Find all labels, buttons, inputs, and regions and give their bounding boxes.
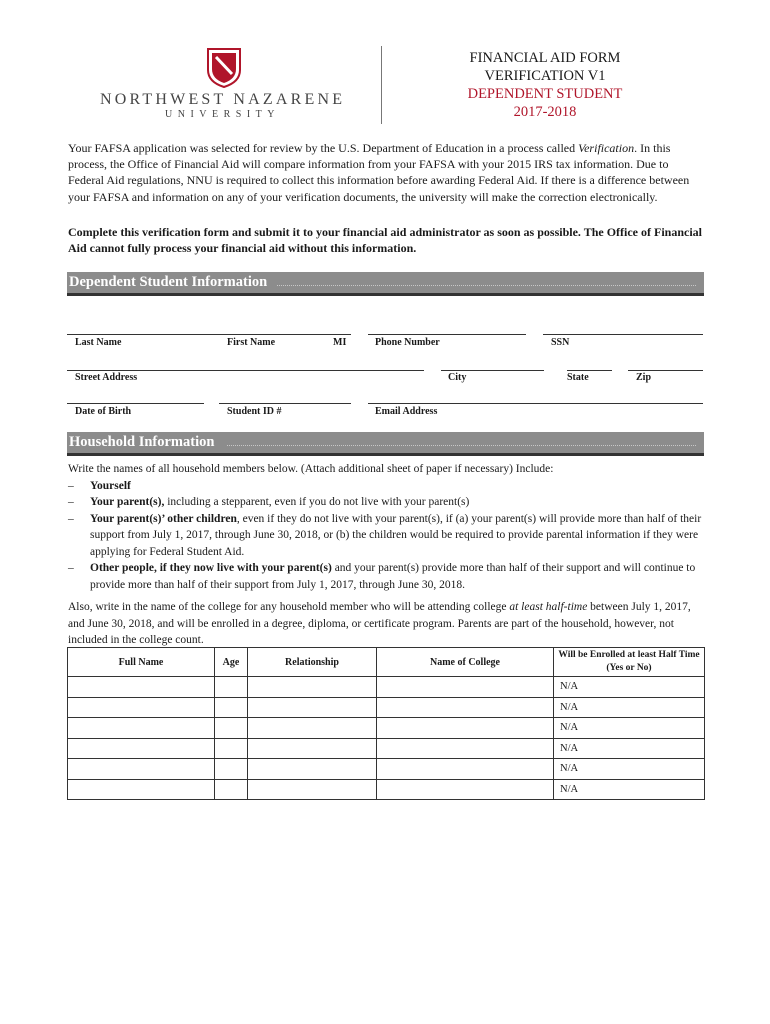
last-name-label: Last Name [75,337,122,348]
section-header-student [67,272,704,296]
age-cell[interactable] [215,697,248,718]
form-title: FINANCIAL AID FORM [469,50,621,66]
full-name-cell[interactable] [68,779,215,800]
dob-label: Date of Birth [75,406,132,417]
enrolled-cell[interactable]: N/A [554,759,705,780]
college-cell[interactable] [377,779,554,800]
household-lead: Write the names of all household members below. (Attach additional sheet of paper if necessary) Include: [68,463,554,475]
table-row [68,677,705,698]
household-table [67,647,705,800]
enrolled-cell[interactable]: N/A [554,738,705,759]
list-item: – Yourself [68,478,704,495]
enrolled-cell[interactable]: N/A [554,779,705,800]
college-cell[interactable] [377,738,554,759]
table-row [68,697,705,718]
mi-label: MI [333,337,347,348]
enrolled-cell[interactable]: N/A [554,718,705,739]
form-year: 2017-2018 [513,104,577,120]
list-item: – Other people, if they now live with your parent(s) and your parent(s) provide more than half of their support and will continue to provide more than half of their support from July 1, 2017, through June 30, 2018. [68,560,704,593]
table-row [68,718,705,739]
zip-label: Zip [636,372,652,383]
zip-line[interactable] [628,370,703,371]
full-name-cell[interactable] [68,759,215,780]
student-id-label: Student ID # [227,406,282,417]
section-title: Dependent Student Information [69,274,268,290]
full-name-cell[interactable] [68,718,215,739]
form-type: DEPENDENT STUDENT [467,86,623,102]
relationship-cell[interactable] [248,738,377,759]
table-header-row [68,648,705,677]
city-label: City [448,372,467,383]
enrolled-cell[interactable]: N/A [554,697,705,718]
household-instructions [68,461,704,649]
table-row [68,779,705,800]
street-label: Street Address [75,372,138,383]
col-header-relationship: Relationship [248,648,377,677]
enrolled-cell[interactable]: N/A [554,677,705,698]
form-version: VERIFICATION V1 [484,68,606,84]
household-list [68,478,704,594]
email-label: Email Address [375,406,438,417]
phone-line[interactable] [368,334,526,335]
col-header-full-name: Full Name [68,648,215,677]
relationship-cell[interactable] [248,779,377,800]
college-note: Also, write in the name of the college for any household member who will be attending college at least half-time between July 1, 2017, and June 30, 2018, and will be enrolled in a degree, diploma, or certificate program. Parents are part of the household, however, not included in the college count. [68,601,691,646]
age-cell[interactable] [215,738,248,759]
table-row [68,759,705,780]
age-cell[interactable] [215,677,248,698]
street-line[interactable] [67,370,424,371]
phone-label: Phone Number [375,337,440,348]
header-divider [381,46,382,124]
section-title: Household Information [69,434,215,450]
col-header-college: Name of College [377,648,554,677]
college-cell[interactable] [377,697,554,718]
relationship-cell[interactable] [248,759,377,780]
first-name-label: First Name [227,337,276,348]
shield-crest-icon [207,48,241,88]
relationship-cell[interactable] [248,697,377,718]
col-header-enrolled: Will be Enrolled at least Half Time (Yes or No) [554,648,705,677]
list-item: – Your parent(s)’ other children, even if they do not live with your parent(s), if (a) your parent(s) will provide more than half of their support from July 1, 2017, through June 30, 2018, or (b) the children would be required to provide parental information if they were applying for Federal Student Aid. [68,511,704,561]
intro-instruction: Complete this verification form and submit it to your financial aid administrator as soon as possible. The Office of Financial Aid cannot fully process your financial aid without this information. [68,225,703,256]
college-cell[interactable] [377,718,554,739]
intro-paragraph: Your FAFSA application was selected for review by the U.S. Department of Education in a process called Verification. In this process, the Office of Financial Aid will compare information from your FAFSA with your 2015 IRS tax information. Due to Federal Aid regulations, NNU is required to collect this information before awarding Federal Aid. If there is a difference between your FAFSA and information on any of your verification documents, the university will make the correction electronically. [68,141,690,204]
list-item: – Your parent(s), including a stepparent, even if you do not live with your parent(s) [68,494,704,511]
relationship-cell[interactable] [248,718,377,739]
state-line[interactable] [567,370,612,371]
city-line[interactable] [441,370,544,371]
college-cell[interactable] [377,677,554,698]
college-cell[interactable] [377,759,554,780]
age-cell[interactable] [215,759,248,780]
state-label: State [567,372,589,383]
org-name: NORTHWEST NAZARENE [100,91,346,108]
age-cell[interactable] [215,779,248,800]
col-header-age: Age [215,648,248,677]
table-row [68,738,705,759]
email-line[interactable] [368,403,703,404]
org-subtitle: UNIVERSITY [165,109,280,120]
full-name-cell[interactable] [68,677,215,698]
full-name-cell[interactable] [68,738,215,759]
form-title-block [420,49,670,121]
full-name-cell[interactable] [68,697,215,718]
section-header-household [67,432,704,456]
student-id-line[interactable] [219,403,351,404]
age-cell[interactable] [215,718,248,739]
dob-line[interactable] [67,403,204,404]
ssn-label: SSN [551,337,570,348]
ssn-line[interactable] [543,334,703,335]
relationship-cell[interactable] [248,677,377,698]
name-line[interactable] [67,334,351,335]
